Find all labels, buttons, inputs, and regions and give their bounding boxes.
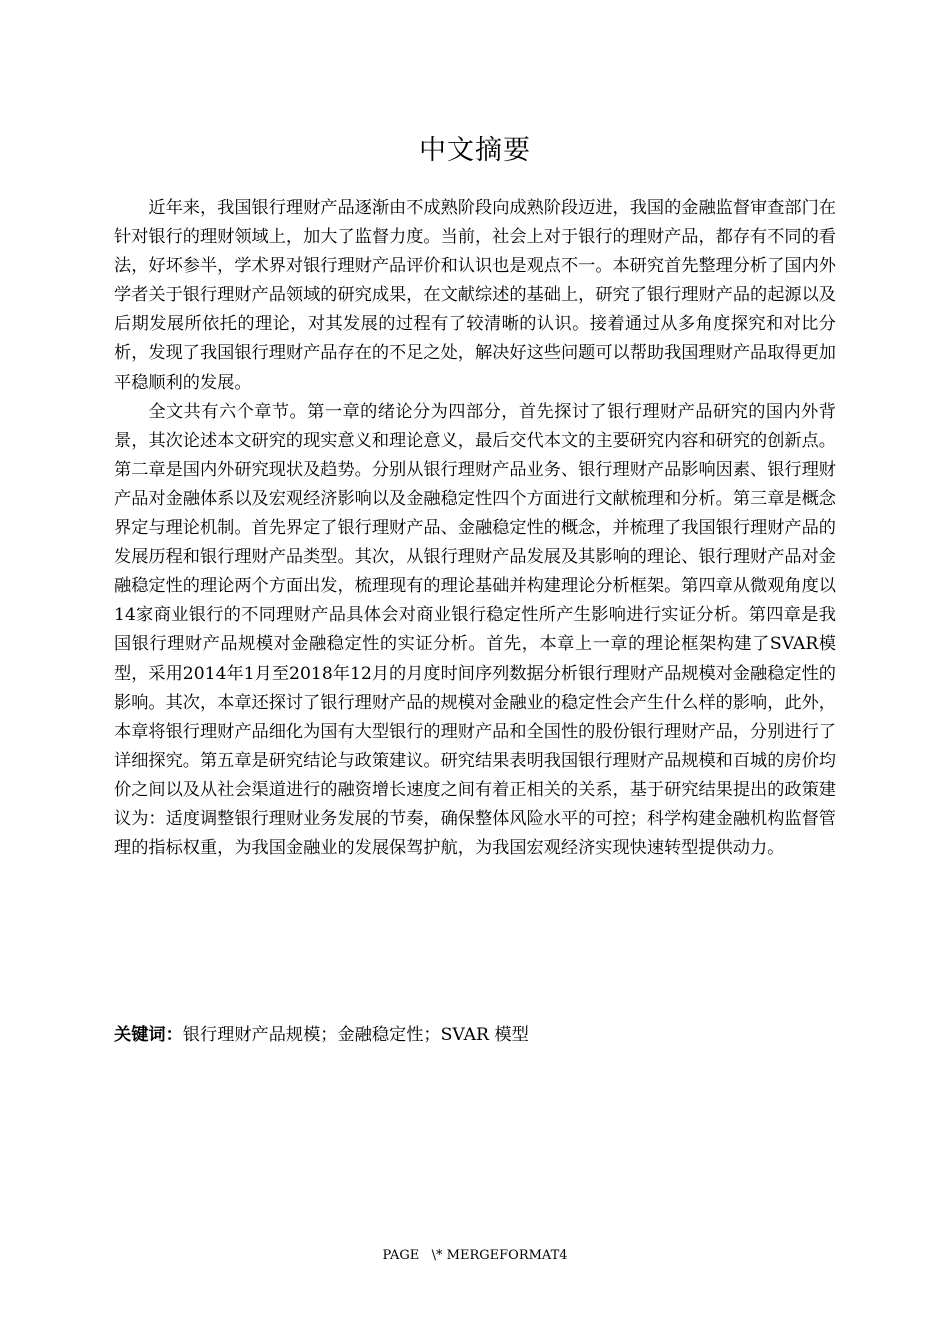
page-footer: PAGE \* MERGEFORMAT4 bbox=[382, 1248, 568, 1263]
keywords-line bbox=[114, 1021, 836, 1050]
keywords-label: 关键词： bbox=[114, 1025, 183, 1045]
page-title: 中文摘要 bbox=[419, 135, 531, 166]
abstract-body bbox=[114, 194, 836, 863]
abstract-paragraph-2: 全文共有六个章节。第一章的绪论分为四部分，首先探讨了银行理财产品研究的国内外背景，其次论述本文研究的现实意义和理论意义，最后交代本文的主要研究内容和研究的创新点。第二章是国内外研究现状及趋势。分别从银行理财产品业务、银行理财产品影响因素、银行理财产品对金融体系以及宏观经济影响以及金融稳定性四个方面进行文献梳理和分析。第三章是概念界定与理论机制。首先界定了银行理财产品、金融稳定性的概念，并梳理了我国银行理财产品的发展历程和银行理财产品类型。其次，从银行理财产品发展及其影响的理论、银行理财产品对金融稳定性的理论两个方面出发，梳理现有的理论基础并构建理论分析框架。第四章从微观角度以14家商业银行的不同理财产品具体会对商业银行稳定性所产生影响进行实证分析。第四章是我国银行理财产品规模对金融稳定性的实证分析。首先，本章上一章的理论框架构建了SVAR模型，采用2014年1月至2018年12月的月度时间序列数据分析银行理财产品规模对金融稳定性的影响。其次，本章还探讨了银行理财产品的规模对金融业的稳定性会产生什么样的影响，此外，本章将银行理财产品细化为国有大型银行的理财产品和全国性的股份银行理财产品，分别进行了详细探究。第五章是研究结论与政策建议。研究结果表明我国银行理财产品规模和百城的房价均价之间以及从社会渠道进行的融资增长速度之间有着正相关的关系，基于研究结果提出的政策建议为：适度调整银行理财业务发展的节奏，确保整体风险水平的可控；科学构建金融机构监督管理的指标权重，为我国金融业的发展保驾护航，为我国宏观经济实现快速转型提供动力。 bbox=[114, 401, 836, 859]
abstract-paragraph-1: 近年来，我国银行理财产品逐渐由不成熟阶段向成熟阶段迈进，我国的金融监督审查部门在针对银行的理财领域上，加大了监督力度。当前，社会上对于银行的理财产品，都存有不同的看法，好坏参半，学术界对银行理财产品评价和认识也是观点不一。本研究首先整理分析了国内外学者关于银行理财产品领域的研究成果，在文献综述的基础上，研究了银行理财产品的起源以及后期发展所依托的理论，对其发展的过程有了较清晰的认识。接着通过从多角度探究和对比分析，发现了我国银行理财产品存在的不足之处，解决好这些问题可以帮助我国理财产品取得更加平稳顺利的发展。 bbox=[114, 198, 836, 393]
keywords-list: 银行理财产品规模；金融稳定性；SVAR 模型 bbox=[182, 1025, 529, 1045]
